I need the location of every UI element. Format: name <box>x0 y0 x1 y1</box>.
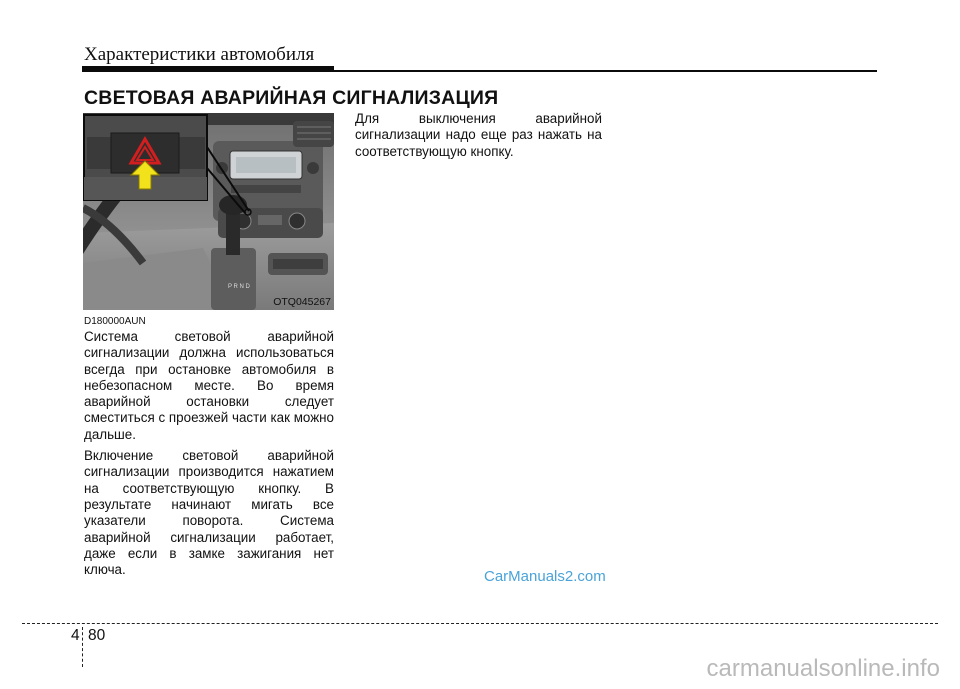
figure-code: OTQ045267 <box>273 296 331 308</box>
header-rule-thin <box>334 70 877 72</box>
dashboard-photo <box>83 113 334 310</box>
section-title: СВЕТОВАЯ АВАРИЙНАЯ СИГНАЛИЗАЦИЯ <box>84 87 499 109</box>
chapter-number: 4 <box>71 627 80 644</box>
article-code: D180000AUN <box>84 316 146 327</box>
paragraph-intro: Система световой аварийной сигнализации должна использоваться всегда при остановке автомобиля в небезопасном месте. Во время аварийной остановки следует сместиться с проезжей части как можно дальше. <box>84 329 334 442</box>
svg-text:P R N D: P R N D <box>228 284 250 290</box>
footer-vertical-divider <box>82 627 83 667</box>
left-column <box>84 329 334 583</box>
chapter-title: Характеристики автомобиля <box>84 44 315 65</box>
right-column <box>355 111 602 165</box>
paragraph-deactivation: Для выключения аварийной сигнализации надо еще раз нажать на соответствующую кнопку. <box>355 111 602 159</box>
header-rule-thick <box>82 66 334 72</box>
watermark-link[interactable]: CarManuals2.com <box>484 568 606 585</box>
paragraph-activation: Включение световой аварийной сигнализации производится нажатием на соответствующую кнопку. В результате начинают мигать все указатели поворота. Система аварийной сигнализации работает, даже если в замке зажигания нет ключа. <box>84 448 334 578</box>
footer-site-watermark[interactable]: carmanualsonline.info <box>706 655 940 682</box>
page-number: 80 <box>88 627 106 644</box>
footer-divider <box>22 623 938 624</box>
